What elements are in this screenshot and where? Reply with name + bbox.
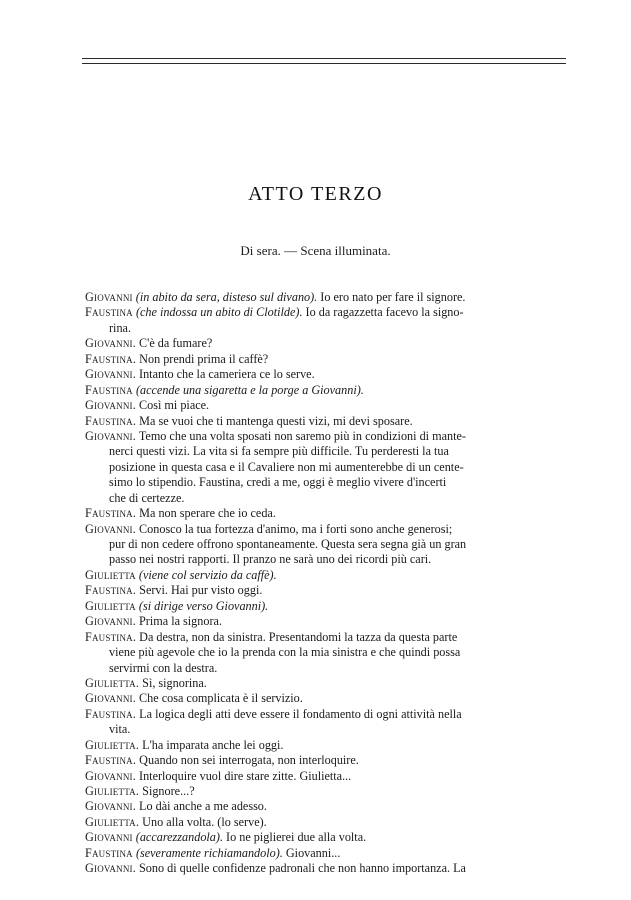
speaker-name: Giovanni. xyxy=(85,691,136,706)
header-rule-bottom xyxy=(82,63,566,64)
dialogue-text: Ma non sperare che io ceda. xyxy=(139,506,276,521)
dialogue-text: Non prendi prima il caffè? xyxy=(139,351,269,366)
speaker-name: Faustina xyxy=(85,382,133,397)
script-line xyxy=(85,552,571,567)
script-line xyxy=(85,568,571,583)
script-line xyxy=(85,846,571,861)
speaker-name: Giulietta xyxy=(85,567,136,582)
stage-direction: (viene col servizio da caffè). xyxy=(138,567,277,582)
script-line xyxy=(85,707,571,722)
speaker-name: Giovanni. xyxy=(85,428,136,443)
dialogue-text: Signore...? xyxy=(142,784,195,798)
dialogue-text: nerci questi vizi. La vita si fa sempre più difficile. Tu perderesti la tua xyxy=(109,444,449,459)
speaker-name: Giovanni. xyxy=(85,367,136,382)
script-line xyxy=(85,583,571,598)
dialogue-text: rina. xyxy=(109,320,131,335)
speaker-name: Giulietta xyxy=(85,598,136,613)
dialogue-text: Sì, signorina. xyxy=(142,675,207,690)
script-line xyxy=(85,753,571,768)
dialogue-text: Da destra, non da sinistra. Presentandomi la tazza da questa parte xyxy=(139,629,458,644)
dialogue-text: Servi. Hai pur visto oggi. xyxy=(139,583,263,598)
dialogue-text: Ma se vuoi che ti mantenga questi vizi, mi devi sposare. xyxy=(139,413,413,428)
dialogue-text: Intanto che la cameriera ce lo serve. xyxy=(139,367,315,382)
stage-direction: (accarezzandola). xyxy=(135,830,223,845)
script-line xyxy=(85,383,571,398)
dialogue-text: che di certezze. xyxy=(109,490,185,505)
dialogue-text: vita. xyxy=(109,722,131,737)
speaker-name: Giovanni. xyxy=(85,336,136,351)
script-line xyxy=(85,475,571,490)
script-line xyxy=(85,367,571,382)
script-line xyxy=(85,321,571,336)
script-body xyxy=(85,290,571,877)
dialogue-text: La logica degli atti deve essere il fondamento di ogni attività nella xyxy=(139,706,462,721)
script-line xyxy=(85,460,571,475)
speaker-name: Faustina. xyxy=(85,583,137,598)
speaker-name: Giovanni xyxy=(85,290,133,304)
dialogue-text: Io da ragazzetta facevo la signo- xyxy=(302,305,464,320)
dialogue-text: posizione in questa casa e il Cavaliere non mi aumenterebbe di un cente- xyxy=(109,459,464,474)
script-line xyxy=(85,290,571,305)
dialogue-text: L'ha imparata anche lei oggi. xyxy=(142,737,284,752)
script-line xyxy=(85,830,571,845)
script-line xyxy=(85,506,571,521)
header-rule-top xyxy=(82,58,566,59)
script-line xyxy=(85,491,571,506)
speaker-name: Faustina. xyxy=(85,413,137,428)
script-line xyxy=(85,722,571,737)
dialogue-text: viene più agevole che io la prenda con la mia sinistra e che quindi possa xyxy=(109,645,461,660)
speaker-name: Faustina xyxy=(85,305,133,320)
script-line xyxy=(85,784,571,799)
stage-direction: (in abito da sera, disteso sul divano). xyxy=(135,290,318,304)
script-line xyxy=(85,630,571,645)
script-line xyxy=(85,738,571,753)
stage-direction: (si dirige verso Giovanni). xyxy=(138,598,269,613)
speaker-name: Faustina. xyxy=(85,351,137,366)
speaker-name: Faustina. xyxy=(85,753,137,768)
script-line xyxy=(85,522,571,537)
speaker-name: Faustina xyxy=(85,845,133,860)
dialogue-text: Che cosa complicata è il servizio. xyxy=(139,691,303,706)
dialogue-text: Così mi piace. xyxy=(139,398,210,413)
script-line xyxy=(85,444,571,459)
script-line xyxy=(85,815,571,830)
stage-direction: (accende una sigaretta e la porge a Giovanni). xyxy=(135,382,364,397)
dialogue-text: C'è da fumare? xyxy=(139,336,213,351)
speaker-name: Faustina. xyxy=(85,706,137,721)
dialogue-text: Lo dài anche a me adesso. xyxy=(139,799,267,814)
speaker-name: Giovanni. xyxy=(85,521,136,536)
dialogue-text: simo lo stipendio. Faustina, credi a me, oggi è meglio vivere d'incerti xyxy=(109,475,447,490)
stage-direction: (severamente richiamandolo). xyxy=(135,845,283,860)
speaker-name: Giovanni. xyxy=(85,614,136,629)
script-line xyxy=(85,614,571,629)
scene-description: Di sera. — Scena illuminata. xyxy=(240,243,391,258)
speaker-name: Giovanni. xyxy=(85,398,136,413)
dialogue-text: servirmi con la destra. xyxy=(109,660,218,675)
script-line xyxy=(85,861,571,876)
script-line xyxy=(85,799,571,814)
dialogue-text: Uno alla volta. (lo serve). xyxy=(142,814,267,829)
speaker-name: Giulietta. xyxy=(85,784,140,798)
dialogue-text: Quando non sei interrogata, non interloquire. xyxy=(139,753,359,768)
dialogue-text: Temo che una volta sposati non saremo più in condizioni di mante- xyxy=(138,428,466,443)
dialogue-text: Interloquire vuol dire stare zitte. Giulietta... xyxy=(139,768,352,783)
speaker-name: Giovanni. xyxy=(85,768,136,783)
script-line xyxy=(85,305,571,320)
script-line xyxy=(85,537,571,552)
script-line xyxy=(85,336,571,351)
script-line xyxy=(85,414,571,429)
dialogue-text: Io ne piglierei due alla volta. xyxy=(223,830,367,845)
speaker-name: Giulietta. xyxy=(85,814,140,829)
speaker-name: Giulietta. xyxy=(85,737,140,752)
stage-direction: (che indossa un abito di Clotilde). xyxy=(135,305,303,320)
script-line xyxy=(85,599,571,614)
act-title: ATTO TERZO xyxy=(248,183,383,205)
dialogue-text: pur di non cedere offrono spontaneamente. Questa sera segna già un gran xyxy=(109,537,467,551)
script-line xyxy=(85,429,571,444)
script-line xyxy=(85,645,571,660)
speaker-name: Giovanni. xyxy=(85,799,136,814)
dialogue-text: Giovanni... xyxy=(282,845,341,860)
script-line xyxy=(85,398,571,413)
speaker-name: Giovanni xyxy=(85,830,133,845)
speaker-name: Giulietta. xyxy=(85,675,140,690)
dialogue-text: Conosco la tua fortezza d'animo, ma i forti sono anche generosi; xyxy=(139,521,453,536)
speaker-name: Giovanni. xyxy=(85,861,136,876)
dialogue-text: Prima la signora. xyxy=(139,614,222,629)
speaker-name: Faustina. xyxy=(85,506,137,521)
dialogue-text: Sono di quelle confidenze padronali che non hanno importanza. La xyxy=(139,861,466,876)
script-line xyxy=(85,352,571,367)
script-line xyxy=(85,769,571,784)
script-line xyxy=(85,676,571,691)
dialogue-text: Io ero nato per fare il signore. xyxy=(317,290,466,304)
script-line xyxy=(85,661,571,676)
script-line xyxy=(85,691,571,706)
speaker-name: Faustina. xyxy=(85,629,137,644)
dialogue-text: passo nei nostri rapporti. Il pranzo ne sarà uno dei ricordi più cari. xyxy=(109,552,432,567)
